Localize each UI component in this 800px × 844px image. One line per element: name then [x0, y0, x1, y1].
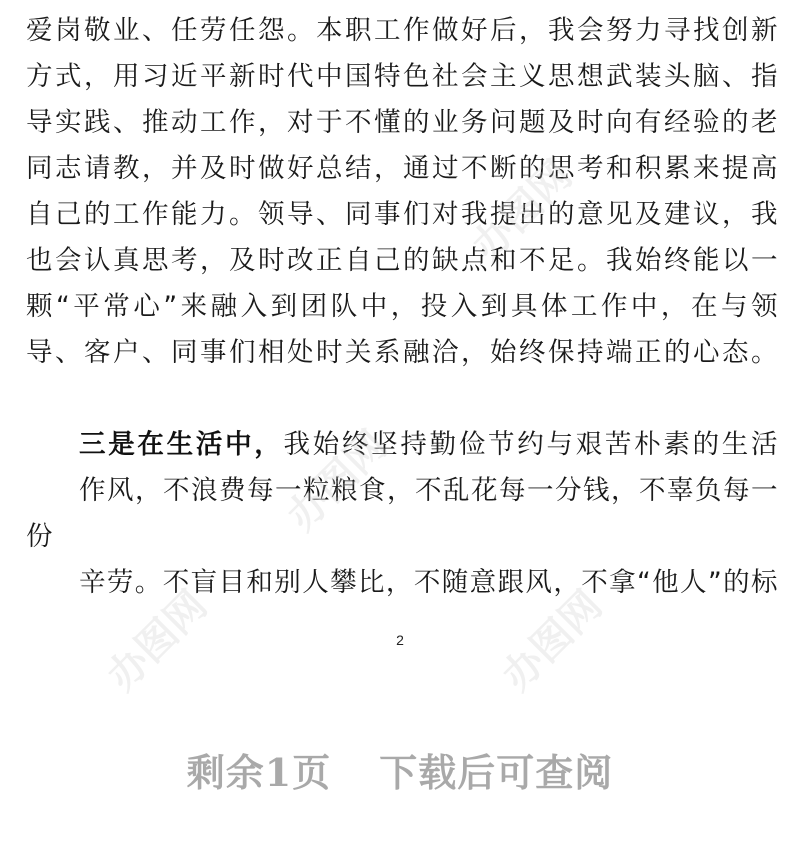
watermark: 办图网	[98, 582, 217, 700]
paragraph-2	[26, 422, 778, 606]
text-line: 同志请教，并及时做好总结，通过不断的思考和积累来提高	[26, 153, 778, 184]
text-line: 辛劳。不盲目和别人攀比，不随意跟风，不拿“他人”的标	[79, 567, 778, 598]
paragraph-1	[26, 8, 778, 376]
text-line: 也会认真思考，及时改正自己的缺点和不足。我始终能以一	[26, 245, 778, 276]
watermark: 办图网	[463, 152, 582, 270]
watermark: 办图网	[493, 582, 612, 700]
text-line: 导实践、推动工作，对于不懂的业务问题及时向有经验的老	[26, 107, 778, 138]
text-line: 爱岗敬业、任劳任怨。本职工作做好后，我会努力寻找创新	[26, 15, 778, 46]
text-line: 方式，用习近平新时代中国特色社会主义思想武装头脑、指	[26, 61, 778, 92]
download-to-view-text: 下载后可查阅	[379, 750, 614, 795]
text-line: 作风，不浪费每一粒粮食，不乱花每一分钱，不辜负每一份	[26, 475, 778, 552]
watermark: 办图网	[278, 422, 397, 540]
remaining-pages-text: 剩余1页	[186, 750, 332, 795]
text-line: 导、客户、同事们相处时关系融洽，始终保持端正的心态。	[26, 337, 778, 368]
text-line-rest: 我始终坚持勤俭节约与艰苦朴素的生活	[283, 429, 779, 460]
text-line	[26, 422, 778, 468]
section-heading: 三是在生活中，	[79, 429, 284, 460]
page-number: 2	[396, 632, 404, 648]
remaining-pages-banner[interactable]	[0, 742, 800, 797]
text-line: 颗“平常心”来融入到团队中，投入到具体工作中，在与领	[26, 291, 778, 322]
text-line: 自己的工作能力。领导、同事们对我提出的意见及建议，我	[26, 199, 778, 230]
